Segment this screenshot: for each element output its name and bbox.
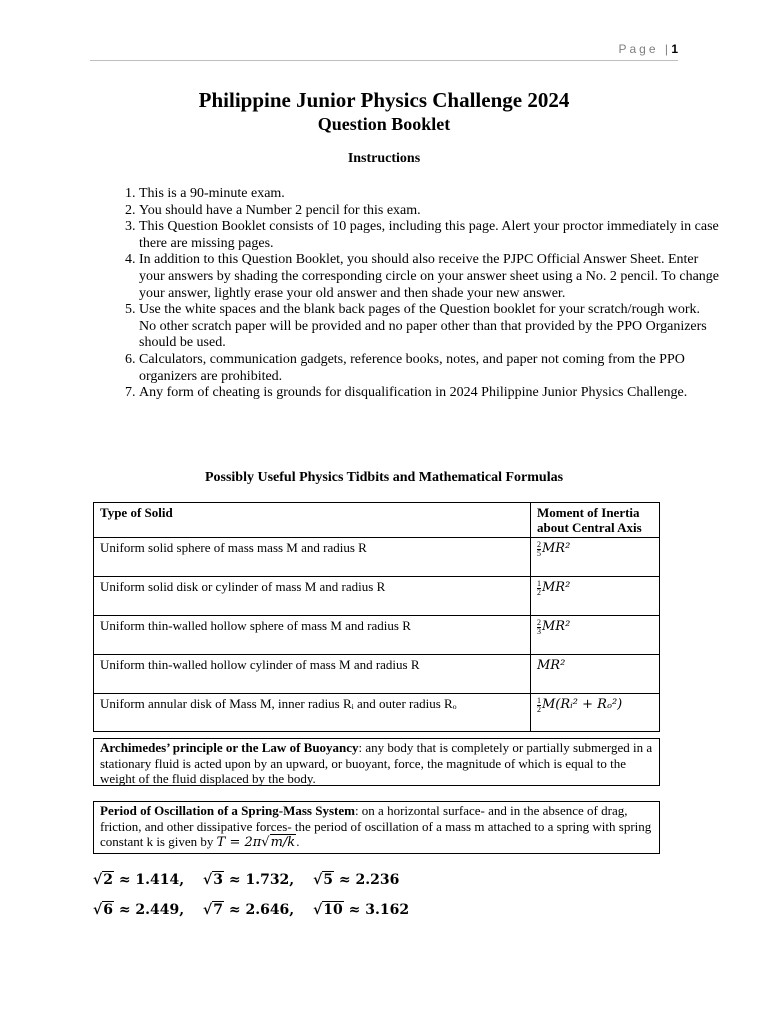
document-subtitle: Question Booklet [317,114,451,134]
archimedes-term: Archimedes’ principle or the Law of Buoyancy [100,740,359,755]
spring-term: Period of Oscillation of a Spring-Mass System [100,803,355,818]
solid-cell: Uniform solid sphere of mass mass M and radius R [94,538,531,577]
table-header-row [94,503,660,538]
inertia-cell [531,616,660,655]
page-number: 1 [671,42,678,56]
column-header-solid: Type of Solid [94,503,531,538]
document-title: Philippine Junior Physics Challenge 2024 [198,88,570,112]
solid-cell: Uniform annular disk of Mass M, inner radius Rᵢ and outer radius Rₒ [94,694,531,732]
formulas-heading: Possibly Useful Physics Tidbits and Mathematical Formulas [204,470,564,485]
root-approximation: √2 ≈ 1.414, [93,872,185,888]
table-row [94,577,660,616]
table-row [94,616,660,655]
period-formula: T = 2π√m/k [216,835,296,850]
inertia-formula: M(Rᵢ² + Rₒ²) [542,697,623,712]
column-header-inertia: Moment of Inertia about Central Axis [531,503,660,538]
solid-cell: Uniform solid disk or cylinder of mass M and radius R [94,577,531,616]
instruction-item: 7. Any form of cheating is grounds for disqualification in 2024 Philippine Junior Physics Challenge. [139,385,719,402]
page-label: Page [618,42,659,56]
spring-text: : on a horizontal surface- and in the absence of drag, friction, and other dissipative forces- the period of oscillation of a mass m attached to a spring with spring constant k is given by [100,803,652,849]
archimedes-text: : any body that is completely or partially submerged in a stationary fluid is acted upon by an upward, or buoyant, force, the magnitude of which is equal to the weight of the fluid displaced by the body. [100,740,653,786]
spring-mass-box: Period of Oscillation of a Spring-Mass System: on a horizontal surface- and in the absence of drag, friction, and other dissipative forces- the period of oscillation of a mass m attached to a spring with spring constant k is given by T = 2π√m/k. [93,801,660,854]
inertia-cell [531,655,660,694]
instruction-item: 3. This Question Booklet consists of 10 pages, including this page. Alert your proctor immediately in case there are missing pages. [139,219,719,252]
instruction-item: 4. In addition to this Question Booklet, you should also receive the PJPC Official Answer Sheet. Enter your answers by shading the corresponding circle on your answer sheet using a No. 2 pencil. To change your answer, lightly erase your old answer and then shade your new answer. [139,252,719,302]
root-approximation: √10 ≈ 3.162 [313,902,410,918]
root-approximation: √6 ≈ 2.449, [93,902,185,918]
table-row [94,655,660,694]
moment-of-inertia-table [93,502,660,732]
fraction: $\frac{1}{2}$ [537,695,541,714]
inertia-cell [531,577,660,616]
fraction: $\frac{1}{2}$ [537,578,541,597]
square-roots-line-1 [93,872,413,888]
inertia-formula: MR² [542,619,571,634]
archimedes-box [93,738,660,786]
inertia-formula: MR² [542,541,571,556]
table-row [94,538,660,577]
fraction: $\frac{2}{3}$ [537,617,541,636]
root-approximation: √3 ≈ 1.732, [203,872,295,888]
instruction-item: 6. Calculators, communication gadgets, reference books, notes, and paper not coming from the PPO organizers are prohibited. [139,352,719,385]
instruction-item: 2. You should have a Number 2 pencil for this exam. [139,203,719,220]
root-approximation: √5 ≈ 2.236 [313,872,400,888]
solid-cell: Uniform thin-walled hollow cylinder of mass M and radius R [94,655,531,694]
inertia-formula: MR² [537,658,566,673]
page-header: Page | 1 [90,42,678,61]
instructions-list [98,186,719,402]
solid-cell: Uniform thin-walled hollow sphere of mass M and radius R [94,616,531,655]
inertia-formula: MR² [542,580,571,595]
root-approximation: √7 ≈ 2.646, [203,902,295,918]
inertia-cell [531,538,660,577]
square-roots-line-2 [93,902,423,918]
instruction-item: 5. Use the white spaces and the blank back pages of the Question booklet for your scratch/rough work. No other scratch paper will be provided and no paper other than that provided by the PPO Organizers should be used. [139,302,719,352]
table-row [94,694,660,732]
inertia-cell [531,694,660,732]
instructions-heading: Instructions [347,151,421,166]
instruction-item: 1. This is a 90-minute exam. [139,186,719,203]
fraction: $\frac{2}{5}$ [537,539,541,558]
